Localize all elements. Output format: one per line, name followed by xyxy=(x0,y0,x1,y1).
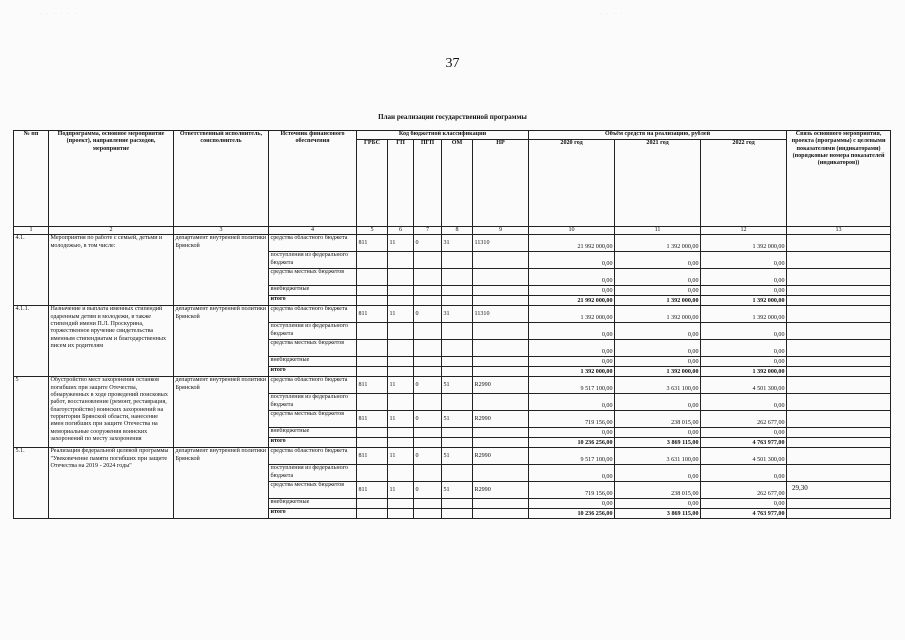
amount-2020: 1 392 000,00 xyxy=(529,306,615,323)
code-pgp: 0 xyxy=(414,482,442,499)
amount-2022: 4 763 977,00 xyxy=(701,509,787,519)
header-kbk: Код бюджетной классификации xyxy=(357,131,529,140)
code-grbs: 811 xyxy=(357,448,388,465)
code-nr: R2990 xyxy=(473,411,529,428)
funding-source: итого xyxy=(269,438,357,448)
amount-2021: 3 631 100,00 xyxy=(615,377,701,394)
funding-source: поступления из федерального бюджета xyxy=(269,252,357,269)
code-gp xyxy=(388,394,414,411)
code-grbs xyxy=(357,252,388,269)
code-pgp xyxy=(414,323,442,340)
amount-2020: 10 236 256,00 xyxy=(529,509,615,519)
code-nr xyxy=(473,367,529,377)
code-om xyxy=(442,269,473,286)
amount-2022: 0,00 xyxy=(701,428,787,438)
code-pgp xyxy=(414,428,442,438)
indicator-link xyxy=(787,411,891,428)
page-number: 37 xyxy=(445,56,460,71)
amount-2020: 1 392 000,00 xyxy=(529,367,615,377)
code-nr xyxy=(473,394,529,411)
code-pgp: 0 xyxy=(414,448,442,465)
amount-2021: 0,00 xyxy=(615,394,701,411)
code-gp: 11 xyxy=(388,448,414,465)
row-number: 4.1.1. xyxy=(14,306,49,377)
funding-source: средства местных бюджетов xyxy=(269,482,357,499)
amount-2021: 0,00 xyxy=(615,252,701,269)
code-nr xyxy=(473,323,529,340)
funding-source: средства местных бюджетов xyxy=(269,269,357,286)
amount-2021: 238 015,00 xyxy=(615,411,701,428)
code-nr xyxy=(473,252,529,269)
indicator-link xyxy=(787,296,891,306)
code-pgp: 0 xyxy=(414,235,442,252)
code-om xyxy=(442,465,473,482)
amount-2021: 3 869 115,00 xyxy=(615,509,701,519)
amount-2020: 0,00 xyxy=(529,340,615,357)
indicator-link xyxy=(787,286,891,296)
amount-2020: 0,00 xyxy=(529,357,615,367)
code-grbs xyxy=(357,509,388,519)
amount-2021: 1 392 000,00 xyxy=(615,367,701,377)
code-gp xyxy=(388,286,414,296)
amount-2020: 9 517 100,00 xyxy=(529,448,615,465)
amount-2020: 21 992 000,00 xyxy=(529,296,615,306)
header-2021: 2021 год xyxy=(615,140,701,227)
amount-2022: 0,00 xyxy=(701,252,787,269)
scan-artifact: · · · · xyxy=(600,12,625,17)
funding-source: внебюджетные xyxy=(269,357,357,367)
indicator-link xyxy=(787,235,891,252)
table-row xyxy=(14,377,891,394)
header-grbs: ГРБС xyxy=(357,140,388,227)
index-cell: 9 xyxy=(473,227,529,235)
code-gp xyxy=(388,323,414,340)
funding-source: внебюджетные xyxy=(269,286,357,296)
amount-2021: 3 631 100,00 xyxy=(615,448,701,465)
code-om xyxy=(442,428,473,438)
header-source: Источник финансового обеспечения xyxy=(269,131,357,227)
indicator-link xyxy=(787,465,891,482)
amount-2020: 21 992 000,00 xyxy=(529,235,615,252)
code-nr xyxy=(473,357,529,367)
code-pgp xyxy=(414,509,442,519)
funding-source: средства областного бюджета xyxy=(269,235,357,252)
code-pgp xyxy=(414,357,442,367)
amount-2021: 0,00 xyxy=(615,465,701,482)
amount-2020: 0,00 xyxy=(529,499,615,509)
indicator-link xyxy=(787,367,891,377)
code-gp xyxy=(388,357,414,367)
header-executor: Ответственный исполнитель, соисполнитель xyxy=(174,131,269,227)
executor: департамент внутренней политики Брянской xyxy=(174,235,269,306)
amount-2020: 0,00 xyxy=(529,269,615,286)
amount-2022: 0,00 xyxy=(701,357,787,367)
header-subprogram: Подпрограмма, основное мероприятие (проект), направление расходов, мероприятие xyxy=(49,131,174,227)
indicator-link xyxy=(787,340,891,357)
index-cell: 8 xyxy=(442,227,473,235)
index-cell: 13 xyxy=(787,227,891,235)
code-nr xyxy=(473,438,529,448)
amount-2020: 0,00 xyxy=(529,465,615,482)
amount-2021: 3 869 115,00 xyxy=(615,438,701,448)
indicator-link xyxy=(787,323,891,340)
funding-source: средства областного бюджета xyxy=(269,377,357,394)
indicator-link xyxy=(787,394,891,411)
funding-source: средства местных бюджетов xyxy=(269,340,357,357)
indicator-link xyxy=(787,377,891,394)
header-link: Связь основного мероприятия, проекта (программы) с целевыми показателями (индикаторами) (порядковые номера показателей (индикаторов)) xyxy=(787,131,891,227)
amount-2022: 4 501 300,00 xyxy=(701,377,787,394)
code-grbs xyxy=(357,323,388,340)
header-2020: 2020 год xyxy=(529,140,615,227)
amount-2021: 0,00 xyxy=(615,340,701,357)
index-cell: 6 xyxy=(388,227,414,235)
amount-2021: 1 392 000,00 xyxy=(615,235,701,252)
amount-2022: 1 392 000,00 xyxy=(701,296,787,306)
index-row xyxy=(14,227,891,235)
funding-source: итого xyxy=(269,296,357,306)
index-cell: 10 xyxy=(529,227,615,235)
amount-2020: 0,00 xyxy=(529,252,615,269)
amount-2020: 719 156,00 xyxy=(529,411,615,428)
code-grbs xyxy=(357,296,388,306)
code-gp xyxy=(388,269,414,286)
code-om xyxy=(442,323,473,340)
amount-2021: 1 392 000,00 xyxy=(615,296,701,306)
code-gp xyxy=(388,428,414,438)
code-om: 51 xyxy=(442,377,473,394)
code-grbs: 811 xyxy=(357,411,388,428)
plan-table xyxy=(13,130,891,519)
header-om: ОМ xyxy=(442,140,473,227)
code-nr: 11310 xyxy=(473,235,529,252)
code-grbs: 811 xyxy=(357,377,388,394)
code-gp xyxy=(388,340,414,357)
amount-2021: 0,00 xyxy=(615,428,701,438)
amount-2021: 0,00 xyxy=(615,357,701,367)
code-pgp xyxy=(414,394,442,411)
amount-2022: 1 392 000,00 xyxy=(701,235,787,252)
code-pgp xyxy=(414,252,442,269)
code-grbs xyxy=(357,465,388,482)
index-cell: 3 xyxy=(174,227,269,235)
funding-source: итого xyxy=(269,509,357,519)
row-number: 4.1. xyxy=(14,235,49,306)
indicator-link xyxy=(787,448,891,465)
code-pgp xyxy=(414,499,442,509)
indicator-link xyxy=(787,357,891,367)
indicator-link xyxy=(787,509,891,519)
header-nr: НР xyxy=(473,140,529,227)
code-gp xyxy=(388,509,414,519)
amount-2021: 238 015,00 xyxy=(615,482,701,499)
code-grbs xyxy=(357,286,388,296)
executor: департамент внутренней политики Брянской xyxy=(174,448,269,519)
code-gp: 11 xyxy=(388,482,414,499)
code-nr: R2990 xyxy=(473,377,529,394)
amount-2022: 0,00 xyxy=(701,465,787,482)
code-pgp xyxy=(414,367,442,377)
code-pgp xyxy=(414,296,442,306)
index-cell: 4 xyxy=(269,227,357,235)
measure-name: Мероприятия по работе с семьей, детьми и молодежью, в том числе: xyxy=(49,235,174,306)
table-row xyxy=(14,448,891,465)
code-gp: 11 xyxy=(388,377,414,394)
measure-name: Реализация федеральной целевой программы "Увековечение памяти погибших при защите Отечества на 2019 - 2024 годы" xyxy=(49,448,174,519)
index-cell: 12 xyxy=(701,227,787,235)
header-num: № пп xyxy=(14,131,49,227)
amount-2022: 0,00 xyxy=(701,286,787,296)
index-cell: 1 xyxy=(14,227,49,235)
code-nr xyxy=(473,340,529,357)
amount-2021: 1 392 000,00 xyxy=(615,306,701,323)
header-volume: Объём средств на реализацию, рублей xyxy=(529,131,787,140)
funding-source: средства местных бюджетов xyxy=(269,411,357,428)
header-pgp: ПГП xyxy=(414,140,442,227)
code-nr xyxy=(473,465,529,482)
amount-2022: 1 392 000,00 xyxy=(701,367,787,377)
funding-source: итого xyxy=(269,367,357,377)
code-gp xyxy=(388,465,414,482)
amount-2020: 10 236 256,00 xyxy=(529,438,615,448)
amount-2022: 0,00 xyxy=(701,340,787,357)
code-nr: 11310 xyxy=(473,306,529,323)
code-om xyxy=(442,252,473,269)
code-om: 51 xyxy=(442,411,473,428)
code-grbs: 811 xyxy=(357,235,388,252)
amount-2021: 0,00 xyxy=(615,499,701,509)
code-gp xyxy=(388,499,414,509)
amount-2022: 262 677,00 xyxy=(701,482,787,499)
code-om: 31 xyxy=(442,235,473,252)
executor: департамент внутренней политики Брянской xyxy=(174,377,269,448)
amount-2020: 9 517 100,00 xyxy=(529,377,615,394)
index-cell: 7 xyxy=(414,227,442,235)
index-cell: 11 xyxy=(615,227,701,235)
amount-2020: 0,00 xyxy=(529,394,615,411)
code-grbs xyxy=(357,428,388,438)
code-om xyxy=(442,438,473,448)
code-grbs xyxy=(357,367,388,377)
code-gp xyxy=(388,252,414,269)
code-grbs xyxy=(357,269,388,286)
funding-source: внебюджетные xyxy=(269,428,357,438)
amount-2022: 0,00 xyxy=(701,269,787,286)
table-row xyxy=(14,306,891,323)
indicator-link xyxy=(787,252,891,269)
amount-2022: 0,00 xyxy=(701,394,787,411)
amount-2022: 4 501 300,00 xyxy=(701,448,787,465)
amount-2021: 0,00 xyxy=(615,269,701,286)
table-row xyxy=(14,235,891,252)
amount-2022: 4 763 977,00 xyxy=(701,438,787,448)
code-nr xyxy=(473,269,529,286)
code-nr xyxy=(473,509,529,519)
code-om xyxy=(442,394,473,411)
row-number: 5 xyxy=(14,377,49,448)
scan-artifact: · · · · · · xyxy=(40,12,79,17)
code-nr: R2990 xyxy=(473,482,529,499)
code-pgp xyxy=(414,269,442,286)
code-gp: 11 xyxy=(388,235,414,252)
code-nr xyxy=(473,499,529,509)
code-gp xyxy=(388,367,414,377)
indicator-link xyxy=(787,438,891,448)
code-pgp xyxy=(414,340,442,357)
document-title: План реализации государственной программы xyxy=(378,113,527,121)
amount-2021: 0,00 xyxy=(615,323,701,340)
index-cell: 2 xyxy=(49,227,174,235)
amount-2022: 262 677,00 xyxy=(701,411,787,428)
code-om xyxy=(442,367,473,377)
code-grbs xyxy=(357,394,388,411)
code-om xyxy=(442,357,473,367)
code-pgp xyxy=(414,286,442,296)
code-om xyxy=(442,509,473,519)
indicator-link xyxy=(787,306,891,323)
indicator-link xyxy=(787,269,891,286)
code-grbs xyxy=(357,499,388,509)
amount-2021: 0,00 xyxy=(615,286,701,296)
header-gp: ГП xyxy=(388,140,414,227)
code-nr xyxy=(473,296,529,306)
code-om xyxy=(442,296,473,306)
index-cell: 5 xyxy=(357,227,388,235)
amount-2022: 0,00 xyxy=(701,323,787,340)
code-pgp xyxy=(414,438,442,448)
code-gp xyxy=(388,438,414,448)
code-pgp xyxy=(414,465,442,482)
indicator-link xyxy=(787,428,891,438)
amount-2020: 0,00 xyxy=(529,428,615,438)
code-gp: 11 xyxy=(388,411,414,428)
code-grbs: 811 xyxy=(357,482,388,499)
executor: департамент внутренней политики Брянской xyxy=(174,306,269,377)
code-grbs: 811 xyxy=(357,306,388,323)
amount-2022: 0,00 xyxy=(701,499,787,509)
code-om: 51 xyxy=(442,448,473,465)
indicator-link xyxy=(787,499,891,509)
funding-source: средства областного бюджета xyxy=(269,306,357,323)
code-om xyxy=(442,286,473,296)
measure-name: Назначение и выплата именных стипендий одаренным детям и молодежи, в также стипендий имени П.Л. Проскурина, торжественное вручение свидетельства именным стипендиатам и благодарственных писем их родителям xyxy=(49,306,174,377)
code-pgp: 0 xyxy=(414,377,442,394)
header-2022: 2022 год xyxy=(701,140,787,227)
code-om: 51 xyxy=(442,482,473,499)
code-om: 31 xyxy=(442,306,473,323)
code-pgp: 0 xyxy=(414,411,442,428)
indicator-link-value: 29,30 xyxy=(792,484,808,492)
amount-2020: 0,00 xyxy=(529,286,615,296)
code-nr xyxy=(473,286,529,296)
funding-source: поступления из федерального бюджета xyxy=(269,394,357,411)
code-grbs xyxy=(357,357,388,367)
code-gp xyxy=(388,296,414,306)
funding-source: поступления из федерального бюджета xyxy=(269,323,357,340)
funding-source: поступления из федерального бюджета xyxy=(269,465,357,482)
code-om xyxy=(442,499,473,509)
amount-2020: 719 156,00 xyxy=(529,482,615,499)
measure-name: Обустройство мест захоронения останков погибших при защите Отечества, обнаруженных в ходе проведений поисковых работ, восстановление (ремонт, реставрация, благоустройство) воинских захоронений на территории Брянской области, нанесение имен погибших при защите Отечества на мемориальные сооружения воинских захоронений по месту захоронения xyxy=(49,377,174,448)
code-grbs xyxy=(357,438,388,448)
amount-2022: 1 392 000,00 xyxy=(701,306,787,323)
code-nr xyxy=(473,428,529,438)
code-grbs xyxy=(357,340,388,357)
row-number: 5.1. xyxy=(14,448,49,519)
code-nr: R2990 xyxy=(473,448,529,465)
code-om xyxy=(442,340,473,357)
code-pgp: 0 xyxy=(414,306,442,323)
funding-source: средства областного бюджета xyxy=(269,448,357,465)
funding-source: внебюджетные xyxy=(269,499,357,509)
code-gp: 11 xyxy=(388,306,414,323)
amount-2020: 0,00 xyxy=(529,323,615,340)
